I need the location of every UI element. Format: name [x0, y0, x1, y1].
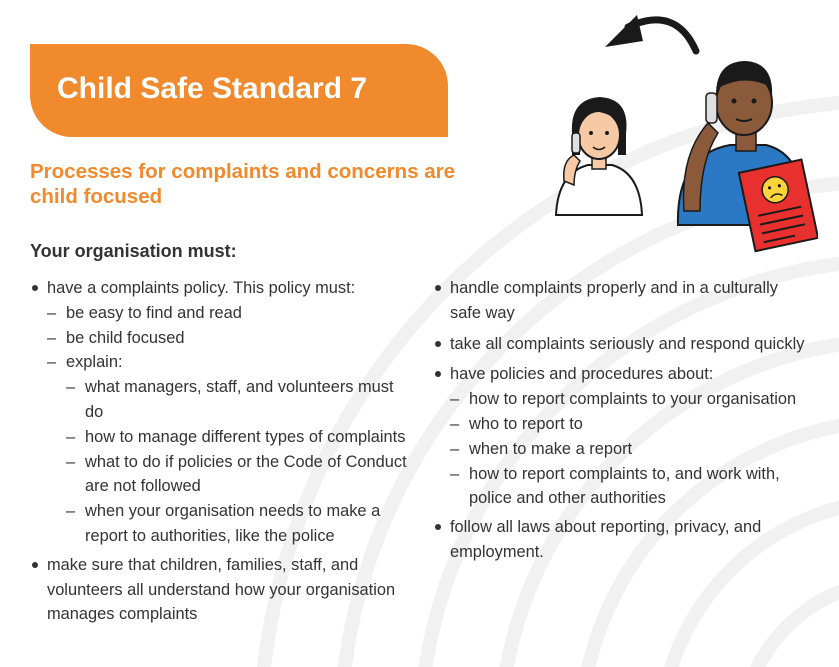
phone-call-illustration	[548, 5, 818, 255]
complaint-document	[739, 160, 818, 252]
sub-item: – be child focused	[47, 326, 415, 351]
bullet-item: have policies and procedures about:	[433, 362, 813, 387]
sub-sub-item: – what to do if policies or the Code of Conduct are not followed	[66, 450, 415, 500]
sub-sub-item: – when your organisation needs to make a report to authorities, like the police	[66, 499, 415, 549]
bullet-item: follow all laws about reporting, privacy, and employment.	[433, 515, 813, 565]
right-column	[433, 276, 813, 565]
bullet-item: handle complaints properly and in a culturally safe way	[433, 276, 813, 326]
title-banner	[30, 44, 448, 137]
girl-figure	[556, 97, 642, 215]
sub-item: – how to report complaints to your organisation	[450, 387, 813, 412]
sub-item: – explain:	[47, 350, 415, 375]
page-title: Child Safe Standard 7	[57, 72, 368, 105]
left-column	[30, 276, 415, 627]
sub-item: – be easy to find and read	[47, 301, 415, 326]
sub-item: – who to report to	[450, 412, 813, 437]
sub-item: – how to report complaints to, and work with, police and other authorities	[450, 462, 813, 512]
section-heading: Your organisation must:	[30, 241, 237, 261]
bullet-item: have a complaints policy. This policy must:	[30, 276, 415, 301]
sub-sub-item: – what managers, staff, and volunteers must do	[66, 375, 415, 425]
bullet-item: take all complaints seriously and respond quickly	[433, 332, 813, 357]
bullet-item: make sure that children, families, staff, and volunteers all understand how your organisation manages complaints	[30, 553, 415, 627]
page-subtitle: Processes for complaints and concerns are child focused	[30, 160, 455, 208]
sub-sub-item: – how to manage different types of complaints	[66, 425, 415, 450]
sub-item: – when to make a report	[450, 437, 813, 462]
curved-arrow-icon	[605, 15, 696, 51]
